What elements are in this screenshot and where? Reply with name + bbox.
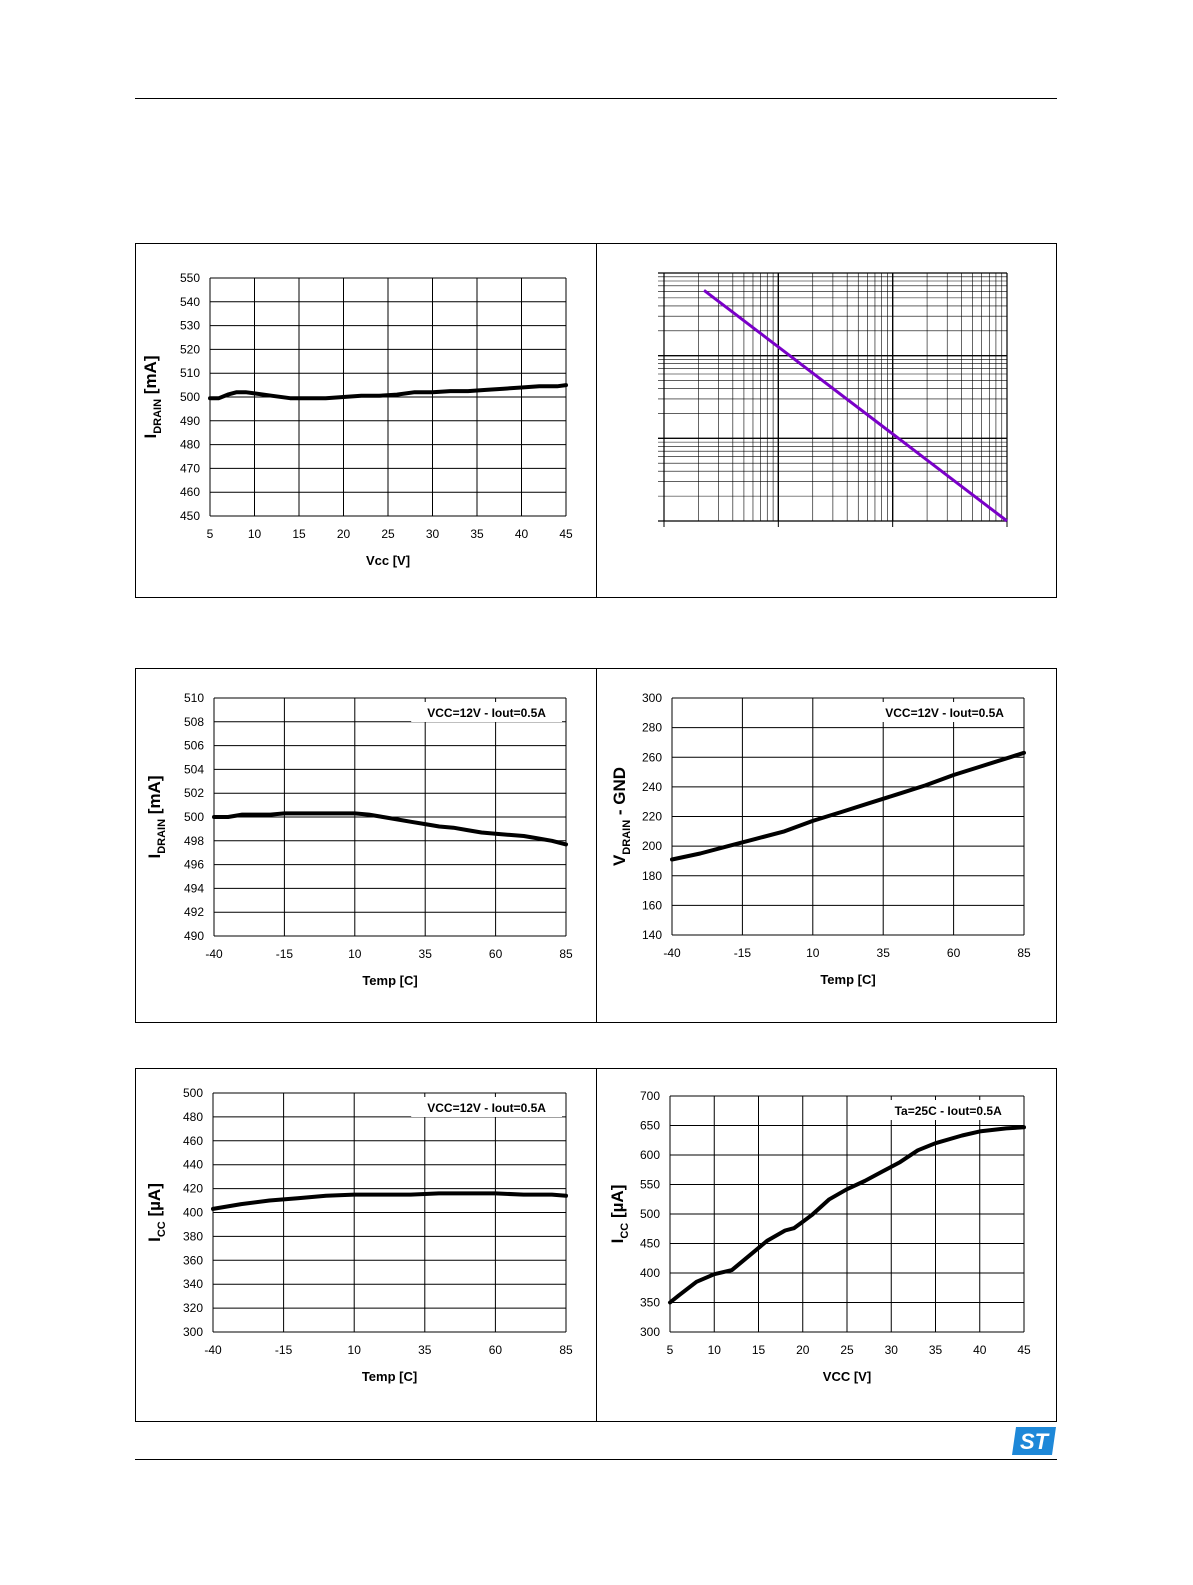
- y-tick-label: 450: [639, 1236, 660, 1251]
- y-tick-label: 498: [183, 833, 204, 848]
- y-tick-label: 504: [183, 762, 204, 777]
- y-axis-label-sub: DRAIN: [621, 819, 633, 855]
- x-axis-label: VCC [V]: [822, 1369, 872, 1384]
- y-tick-label: 300: [182, 1325, 203, 1339]
- y-axis-label-sub: CC: [156, 1221, 168, 1238]
- y-tick-label: 490: [183, 929, 204, 943]
- y-tick-label: 508: [183, 714, 204, 729]
- series-line: [213, 1193, 566, 1209]
- x-tick-label: -15: [275, 947, 294, 961]
- y-tick-label: 480: [179, 437, 200, 452]
- x-tick-label: 85: [1017, 946, 1031, 960]
- y-tick-label: 530: [179, 318, 200, 333]
- x-tick-label: 40: [973, 1343, 987, 1357]
- y-axis-label-main: I: [145, 853, 164, 859]
- y-tick-label: 180: [641, 868, 662, 883]
- series-line: [214, 813, 566, 844]
- x-tick-label: 10: [707, 1343, 721, 1357]
- y-axis-label-unit: [µA]: [608, 1184, 627, 1223]
- x-tick-label: -40: [205, 947, 223, 961]
- x-tick-label: 20: [796, 1343, 810, 1357]
- chart-idrain-vs-temp: [136, 669, 595, 1022]
- x-tick-label: 20: [336, 527, 351, 541]
- y-tick-label: 520: [179, 342, 200, 357]
- x-tick-label: 45: [1017, 1343, 1031, 1357]
- x-axis-label: Temp [C]: [820, 972, 876, 987]
- x-tick-label: 30: [884, 1343, 898, 1357]
- y-tick-label: 500: [183, 810, 204, 824]
- y-axis-label-unit: [mA]: [145, 775, 164, 819]
- y-tick-label: 510: [183, 691, 204, 705]
- x-tick-label: 5: [206, 527, 214, 541]
- x-tick-label: 35: [418, 1343, 432, 1357]
- x-tick-label: 25: [381, 527, 395, 541]
- chart-icc-vs-temp: [136, 1069, 595, 1421]
- y-tick-label: 550: [179, 271, 200, 285]
- y-tick-label: 506: [183, 738, 204, 753]
- y-tick-label: 600: [639, 1148, 660, 1162]
- y-axis-label-unit: [mA]: [141, 355, 160, 399]
- st-logo-icon: [1010, 1425, 1058, 1457]
- x-tick-label: -40: [204, 1343, 222, 1357]
- chart-log-log: [597, 244, 1056, 597]
- x-tick-label: 25: [840, 1343, 854, 1357]
- x-tick-label: 10: [347, 1343, 361, 1357]
- y-axis-label-unit: - GND: [610, 766, 629, 820]
- x-tick-label: 40: [514, 527, 529, 541]
- header-rule: [135, 98, 1057, 99]
- x-tick-label: -15: [733, 946, 752, 960]
- x-tick-label: 60: [488, 947, 503, 961]
- x-tick-label: 35: [876, 946, 890, 960]
- x-tick-label: -40: [663, 946, 681, 960]
- x-tick-label: 60: [946, 946, 961, 960]
- y-tick-label: 502: [183, 786, 204, 801]
- y-tick-label: 200: [641, 839, 662, 854]
- x-tick-label: 45: [559, 527, 573, 541]
- y-tick-label: 460: [179, 485, 200, 500]
- chart-annotation: VCC=12V - Iout=0.5A: [885, 706, 1004, 720]
- y-axis-label-unit: [µA]: [145, 1183, 164, 1222]
- y-axis-label-sub: CC: [619, 1222, 631, 1239]
- y-axis-label-main: I: [608, 1238, 627, 1244]
- y-tick-label: 160: [641, 898, 662, 913]
- x-axis-label: Temp [C]: [361, 1369, 418, 1384]
- y-tick-label: 450: [179, 509, 200, 523]
- y-axis-label-main: I: [145, 1237, 164, 1242]
- y-tick-label: 510: [179, 366, 200, 381]
- y-tick-label: 400: [182, 1205, 203, 1220]
- y-tick-label: 240: [641, 779, 662, 794]
- y-tick-label: 496: [183, 857, 204, 872]
- y-tick-label: 300: [639, 1325, 660, 1339]
- y-axis-label: [145, 1183, 168, 1242]
- y-axis-label-sub: DRAIN: [156, 818, 168, 854]
- x-tick-label: -15: [274, 1343, 293, 1357]
- x-tick-label: 60: [488, 1343, 503, 1357]
- x-tick-label: 85: [559, 947, 573, 961]
- y-tick-label: 550: [639, 1177, 660, 1192]
- chart-annotation: Ta=25C - Iout=0.5A: [894, 1104, 1002, 1118]
- chart-annotation: VCC=12V - Iout=0.5A: [427, 1101, 546, 1115]
- y-tick-label: 500: [639, 1207, 660, 1221]
- y-axis-label: [145, 775, 168, 858]
- y-tick-label: 492: [183, 905, 204, 920]
- x-tick-label: 35: [928, 1343, 943, 1357]
- x-tick-label: 15: [751, 1343, 766, 1357]
- x-tick-label: 10: [348, 947, 362, 961]
- y-tick-label: 280: [641, 720, 662, 735]
- y-tick-label: 540: [179, 294, 200, 309]
- y-axis-label: [610, 767, 633, 866]
- y-tick-label: 480: [182, 1109, 203, 1124]
- x-tick-label: 35: [470, 527, 484, 541]
- y-tick-label: 350: [639, 1295, 660, 1310]
- y-tick-label: 380: [182, 1229, 203, 1244]
- y-axis-label-main: V: [610, 854, 629, 867]
- x-tick-label: 85: [559, 1343, 573, 1357]
- y-tick-label: 500: [179, 390, 200, 404]
- y-tick-label: 400: [639, 1266, 660, 1280]
- svg-text:ST: ST: [1019, 1429, 1049, 1454]
- y-tick-label: 260: [641, 750, 662, 765]
- y-tick-label: 494: [183, 881, 204, 896]
- y-tick-label: 140: [641, 928, 662, 942]
- footer-rule: [135, 1459, 1057, 1460]
- y-tick-label: 420: [182, 1181, 203, 1196]
- y-tick-label: 650: [639, 1118, 660, 1133]
- x-axis-label: Vcc [V]: [365, 553, 411, 568]
- y-tick-label: 320: [182, 1301, 203, 1316]
- x-tick-label: 30: [425, 527, 440, 541]
- y-tick-label: 490: [179, 413, 200, 428]
- x-tick-label: 10: [806, 946, 820, 960]
- x-axis-label: Temp [C]: [362, 973, 418, 988]
- y-tick-label: 220: [641, 809, 662, 824]
- x-tick-label: 5: [666, 1343, 674, 1357]
- y-tick-label: 460: [182, 1133, 203, 1148]
- chart-annotation: VCC=12V - Iout=0.5A: [427, 706, 546, 720]
- y-tick-label: 470: [179, 461, 200, 476]
- y-tick-label: 360: [182, 1253, 203, 1268]
- y-axis-label-sub: DRAIN: [152, 398, 164, 434]
- x-tick-label: 15: [292, 527, 306, 541]
- y-tick-label: 440: [182, 1157, 203, 1172]
- series-line: [672, 753, 1024, 860]
- y-axis-label-main: I: [141, 433, 160, 439]
- y-tick-label: 340: [182, 1277, 203, 1292]
- x-tick-label: 10: [247, 527, 262, 541]
- y-tick-label: 300: [641, 691, 662, 705]
- y-tick-label: 500: [182, 1086, 203, 1100]
- x-tick-label: 35: [418, 947, 432, 961]
- y-axis-label: [141, 355, 164, 438]
- y-tick-label: 700: [639, 1089, 660, 1103]
- y-axis-label: [608, 1185, 631, 1244]
- chart-icc-vs-vcc: [597, 1069, 1056, 1421]
- chart-idrain-vs-vcc: [136, 244, 595, 597]
- chart-vdrain-gnd-vs-temp: [597, 669, 1056, 1022]
